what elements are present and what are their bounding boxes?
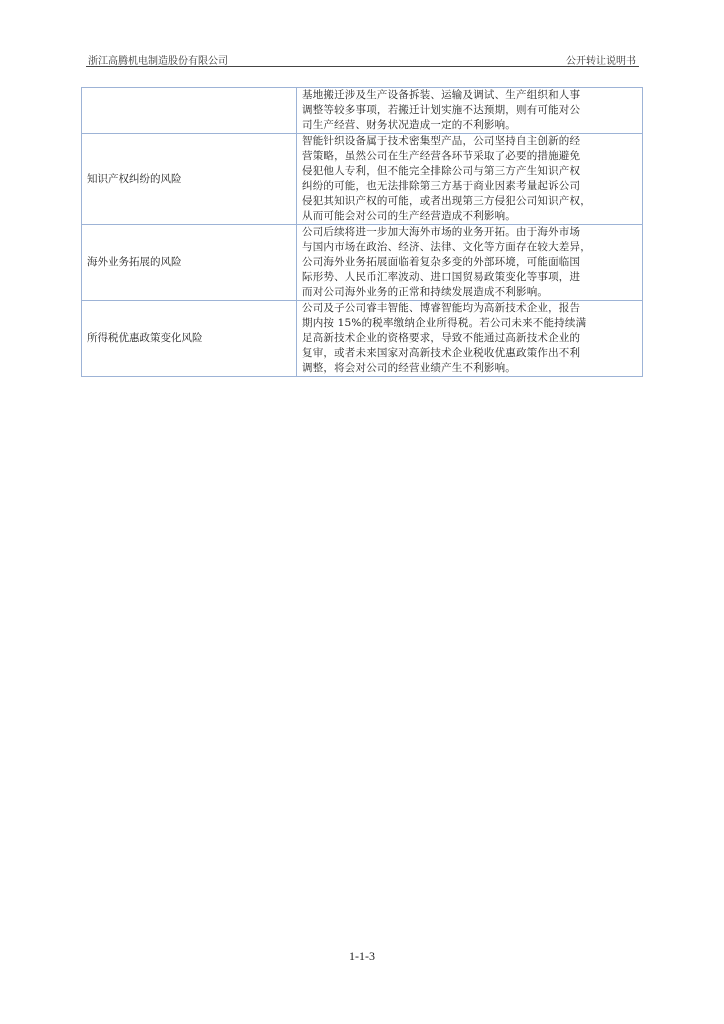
risk-table-body (82, 88, 643, 377)
risk-table (81, 87, 643, 377)
description-line: 司生产经营、财务状况造成一定的不利影响。 (302, 119, 516, 131)
risk-name-cell: 知识产权纠纷的风险 (82, 134, 297, 225)
description-line: 公司后续将进一步加大海外市场的业务开拓。由于海外市场 (302, 226, 581, 238)
description-line: 侵犯其知识产权的可能，或者出现第三方侵犯公司知识产权， (302, 195, 591, 207)
description-line: 调整等较多事项，若搬迁计划实施不达预期，则有可能对公 (302, 104, 581, 116)
header-divider (86, 66, 639, 67)
risk-name-cell: 海外业务拓展的风险 (82, 225, 297, 301)
table-row (82, 225, 643, 301)
description-line: 从而可能会对公司的生产经营造成不利影响。 (302, 210, 516, 222)
description-line: 智能针织设备属于技术密集型产品，公司坚持自主创新的经 (302, 135, 581, 147)
document-title: 公开转让说明书 (566, 56, 636, 67)
description-line: 基地搬迁涉及生产设备拆装、运输及调试、生产组织和人事 (302, 89, 581, 101)
table-row (82, 301, 643, 377)
description-line: 纠纷的可能，也无法排除第三方基于商业因素考量起诉公司 (302, 180, 581, 192)
description-line: 复审，或者未来国家对高新技术企业税收优惠政策作出不利 (302, 347, 581, 359)
description-line: 营策略，虽然公司在生产经营各环节采取了必要的措施避免 (302, 150, 581, 162)
page-number: 1-1-3 (349, 949, 375, 963)
page-header (86, 50, 638, 66)
table-row (82, 134, 643, 225)
risk-description-cell (297, 88, 643, 134)
risk-name-cell (82, 88, 297, 134)
risk-description-cell (297, 134, 643, 225)
description-line: 足高新技术企业的资格要求，导致不能通过高新技术企业的 (302, 332, 581, 344)
risk-description-cell (297, 225, 643, 301)
description-line: 而对公司海外业务的正常和持续发展造成不利影响。 (302, 286, 549, 298)
company-name: 浙江高腾机电制造股份有限公司 (88, 56, 228, 67)
description-line: 期内按 15%的税率缴纳企业所得税。若公司未来不能持续满 (302, 317, 587, 329)
description-line: 侵犯他人专利，但不能完全排除公司与第三方产生知识产权 (302, 165, 581, 177)
description-line: 公司海外业务拓展面临着复杂多变的外部环境，可能面临国 (302, 256, 581, 268)
table-row (82, 88, 643, 134)
description-line: 际形势、人民币汇率波动、进口国贸易政策变化等事项，进 (302, 271, 581, 283)
description-line: 公司及子公司睿丰智能、博睿智能均为高新技术企业，报告 (302, 302, 581, 314)
description-line: 与国内市场在政治、经济、法律、文化等方面存在较大差异， (302, 241, 591, 253)
risk-name-cell: 所得税优惠政策变化风险 (82, 301, 297, 377)
description-line: 调整，将会对公司的经营业绩产生不利影响。 (302, 362, 516, 374)
risk-description-cell (297, 301, 643, 377)
